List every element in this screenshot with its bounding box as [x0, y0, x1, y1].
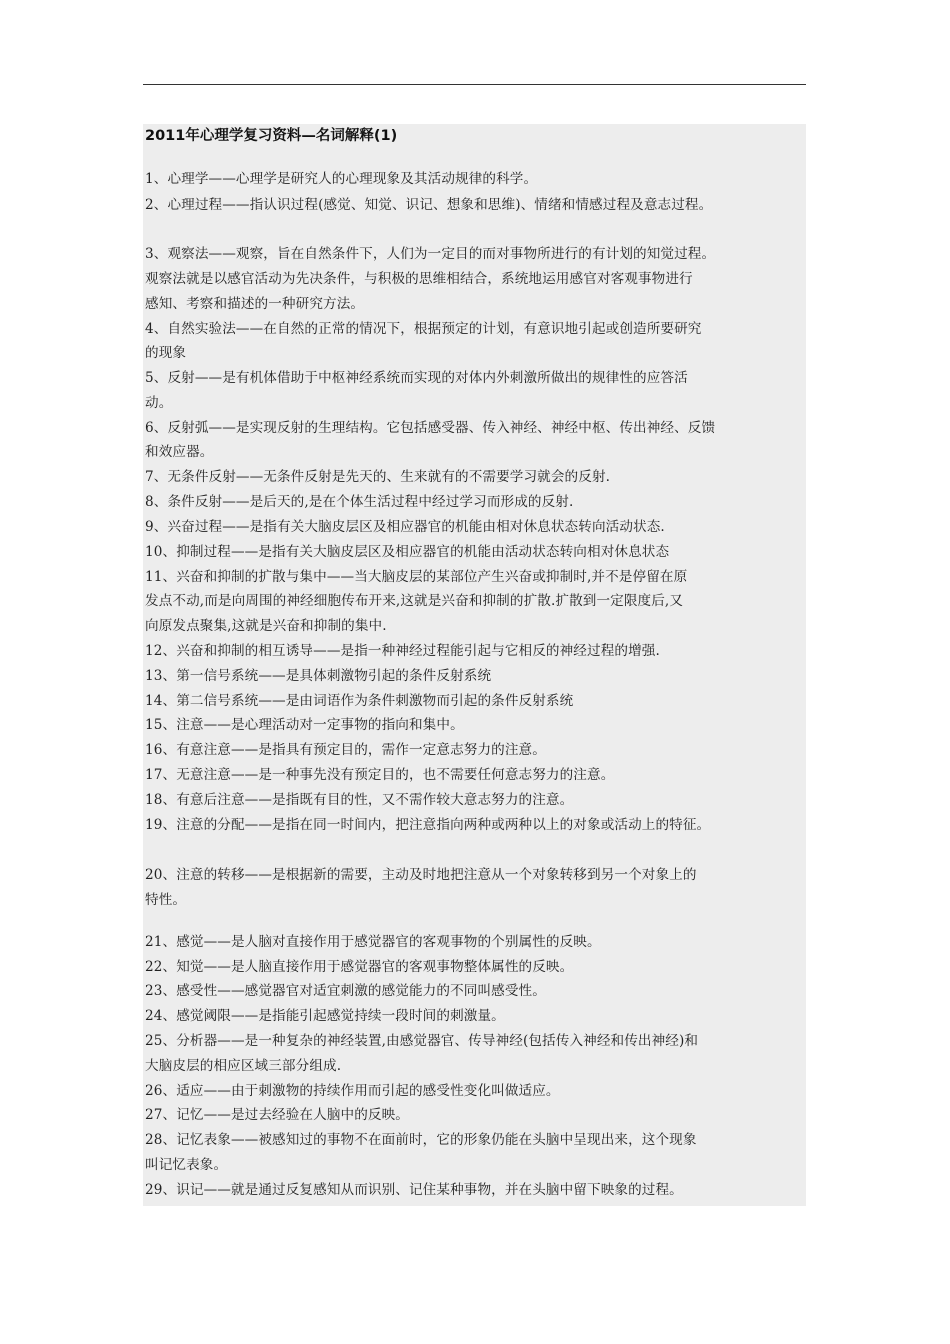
- text-line: 24、感觉阈限——是指能引起感觉持续一段时间的刺激量。: [145, 1008, 505, 1024]
- text-line: 5、反射——是有机体借助于中枢神经系统而实现的对体内外刺激所做出的规律性的应答活: [145, 370, 688, 386]
- text-line: 19、注意的分配——是指在同一时间内，把注意指向两种或两种以上的对象或活动上的特征。: [145, 817, 711, 833]
- text-line: 4、自然实验法——在自然的正常的情况下，根据预定的计划，有意识地引起或创造所要研究: [145, 321, 702, 337]
- text-line: 和效应器。: [145, 444, 214, 460]
- text-line: 动。: [145, 395, 173, 411]
- text-line: 15、注意——是心理活动对一定事物的指向和集中。: [145, 717, 464, 733]
- text-line: 1、心理学——心理学是研究人的心理现象及其活动规律的科学。: [145, 171, 538, 187]
- text-line: 感知、考察和描述的一种研究方法。: [145, 296, 365, 312]
- text-line: 28、记忆表象——被感知过的事物不在面前时，它的形象仍能在头脑中呈现出来，这个现象: [145, 1132, 697, 1148]
- text-line: 12、兴奋和抑制的相互诱导——是指一种神经过程能引起与它相反的神经过程的增强.: [145, 643, 660, 659]
- text-line: 8、条件反射——是后天的,是在个体生活过程中经过学习而形成的反射.: [145, 494, 574, 510]
- text-line: 大脑皮层的相应区域三部分组成.: [145, 1058, 342, 1074]
- text-line: 11、兴奋和抑制的扩散与集中——当大脑皮层的某部位产生兴奋或抑制时,并不是停留在原: [145, 569, 688, 585]
- text-line: 17、无意注意——是一种事先没有预定目的，也不需要任何意志努力的注意。: [145, 767, 615, 783]
- text-line: 23、感受性——感觉器官对适宜刺激的感觉能力的不同叫感受性。: [145, 983, 546, 999]
- text-line: 20、注意的转移——是根据新的需要，主动及时地把注意从一个对象转移到另一个对象上的: [145, 867, 697, 883]
- text-line: 29、识记——就是通过反复感知从而识别、记住某种事物，并在头脑中留下映象的过程。: [145, 1182, 683, 1198]
- text-line: 26、适应——由于刺激物的持续作用而引起的感受性变化叫做适应。: [145, 1083, 560, 1099]
- text-line: 14、第二信号系统——是由词语作为条件刺激物而引起的条件反射系统: [145, 693, 574, 709]
- text-line: 2、心理过程——指认识过程(感觉、知觉、识记、想象和思维)、情绪和情感过程及意志过程。: [145, 197, 713, 213]
- text-line: 6、反射弧——是实现反射的生理结构。它包括感受器、传入神经、神经中枢、传出神经、反馈: [145, 420, 716, 436]
- text-line: 18、有意后注意——是指既有目的性，又不需作较大意志努力的注意。: [145, 792, 574, 808]
- document-body: [143, 124, 806, 1206]
- text-line: 10、抑制过程——是指有关大脑皮层区及相应器官的机能由活动状态转向相对休息状态: [145, 544, 670, 560]
- text-line: 25、分析器——是一种复杂的神经装置,由感觉器官、传导神经(包括传入神经和传出神经)和: [145, 1033, 699, 1049]
- text-line: 16、有意注意——是指具有预定目的，需作一定意志努力的注意。: [145, 742, 546, 758]
- text-line: 叫记忆表象。: [145, 1157, 228, 1173]
- text-line: 27、记忆——是过去经验在人脑中的反映。: [145, 1107, 409, 1123]
- text-line: 特性。: [145, 892, 187, 908]
- text-line: 3、观察法——观察，旨在自然条件下，人们为一定目的而对事物所进行的有计划的知觉过程。: [145, 246, 716, 262]
- text-line: 21、感觉——是人脑对直接作用于感觉器官的客观事物的个别属性的反映。: [145, 934, 601, 950]
- text-line: 7、无条件反射——无条件反射是先天的、生来就有的不需要学习就会的反射.: [145, 469, 611, 485]
- document-title: 2011年心理学复习资料—名词解释(1): [145, 128, 398, 144]
- header-rule: [143, 84, 806, 85]
- text-line: 发点不动,而是向周围的神经细胞传布开来,这就是兴奋和抑制的扩散.扩散到一定限度后,又: [145, 593, 684, 609]
- text-line: 13、第一信号系统——是具体刺激物引起的条件反射系统: [145, 668, 492, 684]
- text-line: 向原发点聚集,这就是兴奋和抑制的集中.: [145, 618, 387, 634]
- text-line: 9、兴奋过程——是指有关大脑皮层区及相应器官的机能由相对休息状态转向活动状态.: [145, 519, 665, 535]
- text-line: 观察法就是以感官活动为先决条件，与积极的思维相结合，系统地运用感官对客观事物进行: [145, 271, 693, 287]
- text-line: 22、知觉——是人脑直接作用于感觉器官的客观事物整体属性的反映。: [145, 959, 574, 975]
- text-line: 的现象: [145, 345, 187, 361]
